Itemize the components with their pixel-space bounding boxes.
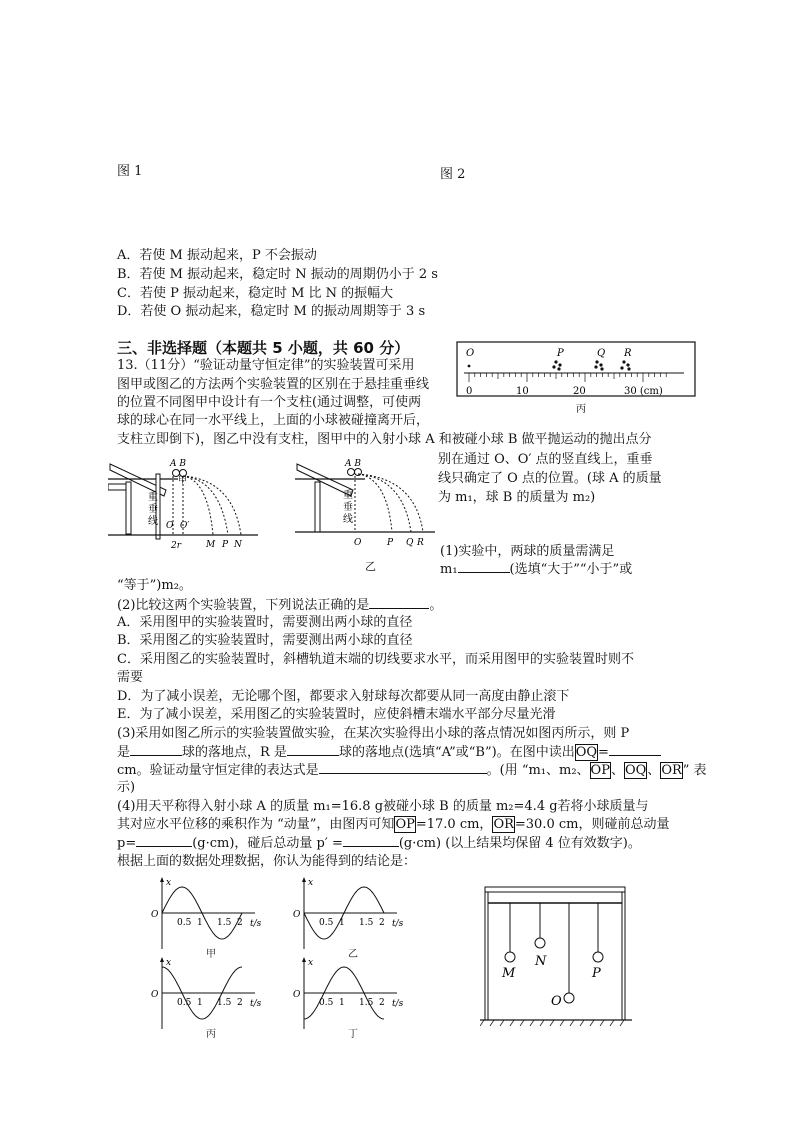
option-a: A．若使 M 振动起来，P 不会振动 — [117, 248, 317, 263]
part3-blank-p[interactable] — [130, 743, 182, 756]
jia-point-o: O — [166, 521, 174, 531]
ruler-point-r: R — [624, 348, 632, 359]
wave-caption-3: 丙 — [206, 1029, 216, 1040]
q13-line-4: 球的球心在同一水平线上，上面的小球被碰撞离开后， — [117, 413, 430, 428]
ruler-figure — [452, 340, 702, 418]
part1-m1: m₁ — [440, 562, 458, 577]
part3-line-1: (3)采用如图乙所示的实验装置做实验，在某次实验得出小球的落点情况如图丙所示，则 P — [117, 726, 630, 741]
yi-plumb-1: 重 — [343, 490, 353, 501]
part2-blank[interactable] — [369, 596, 429, 609]
part2-option-d: D．为了减小误差，无论哪个图，都要求入射球每次都要从同一高度由静止滚下 — [117, 689, 570, 704]
part2-option-e: E．为了减小误差，采用图乙的实验装置时，应使斜槽末端水平部分尽量光滑 — [117, 707, 556, 722]
jia-point-m: M — [206, 540, 216, 550]
yi-caption: 乙 — [365, 560, 376, 573]
q13-line-1: 13.（11分）“验证动量守恒定律”的实验装置可采用 — [117, 358, 415, 373]
ruler-point-o: O — [466, 348, 475, 359]
wave-caption-2: 乙 — [348, 949, 358, 960]
ruler-tick-10: 10 — [516, 386, 529, 397]
q13-right-line-1: 别在通过 O、O′ 点的竖直线上，重垂 — [438, 452, 653, 467]
part4-line-2: 其对应水平位移的乘积作为 “动量”，由图丙可知OP=17.0 cm，OR=30.0 cm，则碰前总动量 — [117, 817, 670, 832]
part3-blank-expression[interactable] — [319, 761, 487, 774]
yi-point-o: O — [354, 538, 362, 547]
wave-tick: 0.5 — [177, 998, 192, 1008]
figure-1-label: 图 1 — [117, 164, 143, 179]
pendulum-label-m: M — [502, 966, 516, 981]
ruler-tick-0: 0 — [466, 386, 473, 397]
wave-origin: O — [293, 990, 301, 1000]
wave-caption-1: 甲 — [206, 949, 216, 960]
q13-line-2: 图甲或图乙的方法两个实验装置的区别在于悬挂重垂线 — [117, 377, 430, 392]
wave-axis-x: t/s — [250, 999, 262, 1009]
wave-axis-x: t/s — [392, 919, 404, 929]
yi-plumb-2: 垂 — [343, 502, 353, 513]
part1-line-1: (1)实验中，两球的质量需满足 — [440, 544, 615, 559]
wave-graph-1 — [150, 875, 270, 955]
part3-line-4: 示) — [117, 780, 136, 795]
part4-blank-p[interactable] — [136, 834, 192, 847]
part3-blank-r[interactable] — [287, 743, 339, 756]
yi-point-p: P — [387, 538, 394, 547]
part4-line-1: (4)用天平称得入射小球 A 的质量 m₁=16.8 g被碰小球 B 的质量 m₂=4.4 g若将小球质量与 — [117, 799, 649, 814]
wave-tick: 0.5 — [177, 918, 192, 928]
wave-tick: 1.5 — [359, 998, 374, 1008]
wave-caption-4: 丁 — [348, 1029, 358, 1040]
q13-line-5: 支柱立即倒下)，图乙中没有支柱，图甲中的入射小球 A 和被碰小球 B 做平抛运动的抛出点分 — [117, 432, 652, 447]
wave-tick: 2 — [237, 918, 243, 928]
jia-balls-label: A B — [170, 459, 186, 469]
wave-axis-y: x — [308, 878, 314, 888]
wave-tick: 1.5 — [359, 918, 374, 928]
part2-option-a: A．采用图甲的实验装置时，需要测出两小球的直径 — [117, 615, 413, 630]
wave-axis-y: x — [166, 878, 172, 888]
ruler-point-p: P — [557, 348, 564, 359]
q13-line-3: 的位置不同图甲中设计有一个支柱(通过调整，可使两 — [117, 395, 422, 410]
ruler-tick-20: 20 — [573, 386, 586, 397]
pendulum-figure — [480, 883, 640, 1033]
wave-tick: 2 — [379, 998, 385, 1008]
wave-tick: 1 — [339, 918, 345, 928]
jia-plumb-3: 线 — [148, 516, 158, 527]
part2-option-c-cont: 需要 — [117, 670, 144, 685]
wave-origin: O — [293, 910, 301, 920]
yi-balls-label: A B — [345, 459, 361, 469]
wave-tick: 1 — [197, 918, 203, 928]
apparatus-yi — [295, 452, 445, 547]
apparatus-jia — [108, 452, 268, 557]
jia-caption: 甲 — [178, 476, 188, 486]
jia-point-p: P — [222, 540, 229, 550]
ruler-point-q: Q — [597, 348, 606, 359]
jia-dim: 2r — [171, 541, 182, 551]
wave-origin: O — [151, 990, 159, 1000]
part4-line-4: 根据上面的数据处理数据，你认为能得到的结论是： — [117, 854, 417, 869]
wave-graph-4 — [292, 955, 412, 1035]
part3-line-3: cm。验证动量守恒定律的表达式是 。(用 “m₁、m₂、OP、OQ、OR” 表 — [117, 763, 707, 778]
option-c: C．若使 P 振动起来，稳定时 M 比 N 的振幅大 — [117, 286, 394, 301]
ruler-caption: 丙 — [576, 404, 586, 415]
q13-right-line-2: 线只确定了 O 点的位置。(球 A 的质量 — [438, 471, 662, 486]
pendulum-label-p: P — [592, 966, 601, 981]
wave-origin: O — [151, 910, 159, 920]
part1-line-3: “等于”)m₂。 — [117, 578, 192, 593]
wave-tick: 0.5 — [319, 998, 334, 1008]
jia-point-o-prime: O′ — [180, 521, 190, 531]
part3-blank-oq[interactable] — [609, 743, 661, 756]
pendulum-label-o: O — [551, 994, 562, 1009]
part2-question: (2)比较这两个实验装置，下列说法正确的是 。 — [117, 598, 443, 613]
part4-blank-p-prime[interactable] — [343, 834, 399, 847]
wave-tick: 0.5 — [319, 918, 334, 928]
part1-line-2 — [440, 558, 632, 577]
part3-line-2: 是 球的落地点，R 是 球的落地点(选填“A”或“B”)。在图中读出$\overline{OQ}=$ — [117, 743, 661, 761]
q13-right-text — [438, 450, 662, 507]
wave-graph-3 — [150, 955, 270, 1035]
option-d: D．若使 O 振动起来，稳定时 M 的振动周期等于 3 s — [117, 304, 426, 319]
pendulum-label-n: N — [535, 954, 547, 969]
figure-2-label: 图 2 — [440, 167, 466, 182]
wave-graph-2 — [292, 875, 412, 955]
yi-point-r: R — [417, 538, 424, 547]
jia-plumb-1: 重 — [148, 492, 158, 503]
wave-axis-x: t/s — [250, 919, 262, 929]
wave-tick: 2 — [379, 918, 385, 928]
part1-options: (选填“大于”“小于”或 — [509, 562, 633, 577]
part2-option-c: C．采用图乙的实验装置时，斜槽轨道末端的切线要求水平，而采用图甲的实验装置时则不 — [117, 652, 634, 667]
yi-point-q: Q — [406, 538, 414, 547]
jia-point-n: N — [234, 540, 242, 550]
wave-axis-y: x — [308, 958, 314, 968]
part2-option-b: B．采用图乙的实验装置时，需要测出两小球的直径 — [117, 633, 413, 648]
wave-axis-x: t/s — [392, 999, 404, 1009]
wave-tick: 2 — [237, 998, 243, 1008]
part4-line-3: p= (g·cm)，碰后总动量 p′ = (g·cm) (以上结果均保留 4 位有效数字)。 — [117, 836, 641, 851]
wave-tick: 1 — [197, 998, 203, 1008]
q13-right-line-3: 为 m₁，球 B 的质量为 m₂) — [438, 490, 596, 505]
option-b: B．若使 M 振动起来，稳定时 N 振动的周期仍小于 2 s — [117, 267, 438, 282]
yi-plumb-3: 线 — [343, 514, 353, 525]
section-title: 三、非选择题（本题共 5 小题，共 60 分） — [117, 339, 410, 357]
wave-tick: 1.5 — [217, 918, 232, 928]
wave-axis-y: x — [166, 958, 172, 968]
wave-tick: 1.5 — [217, 998, 232, 1008]
wave-tick: 1 — [339, 998, 345, 1008]
jia-plumb-2: 垂 — [148, 504, 158, 515]
ruler-tick-30: 30 (cm) — [624, 386, 663, 397]
part1-blank[interactable] — [458, 560, 510, 573]
